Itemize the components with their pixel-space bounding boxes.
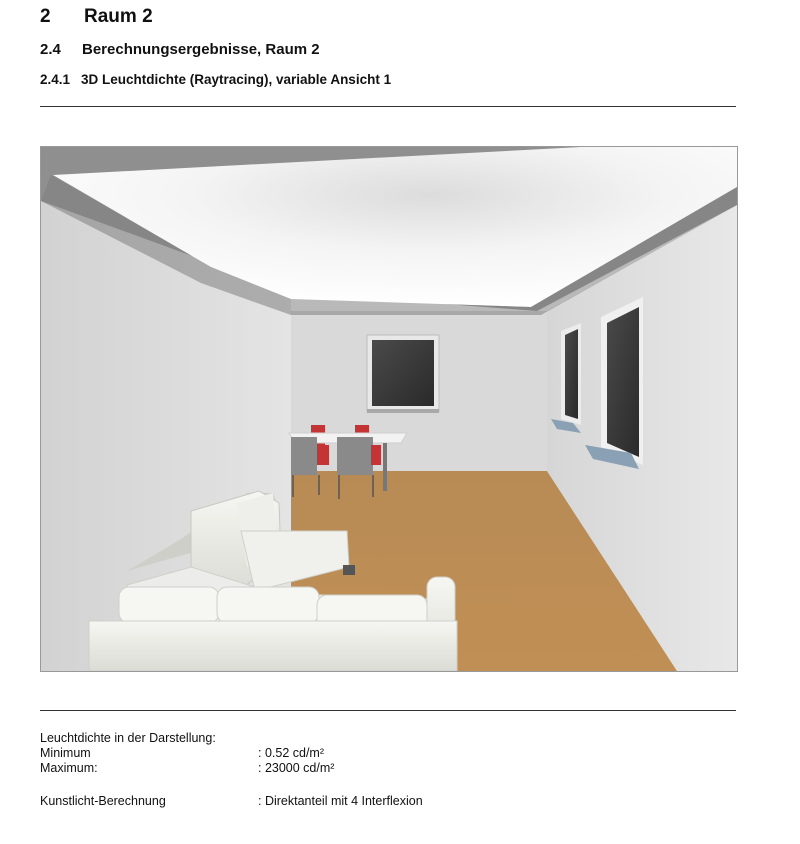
calculation-value: : Direktanteil mit 4 Interflexion (258, 794, 423, 808)
bottom-divider (40, 710, 736, 711)
maximum-label: Maximum: (40, 761, 98, 775)
raytracing-render-image (40, 146, 738, 672)
section-heading (40, 6, 153, 28)
maximum-value: : 23000 cd/m² (258, 761, 335, 775)
subsubsection-number: 2.4.1 (40, 72, 71, 87)
top-divider (40, 106, 736, 107)
minimum-label: Minimum (40, 746, 91, 760)
subsection-title: Berechnungsergebnisse, Raum 2 (82, 41, 320, 58)
section-title: Raum 2 (84, 6, 153, 27)
subsection-heading (40, 41, 320, 58)
luminance-caption: Leuchtdichte in der Darstellung: (40, 731, 216, 745)
calculation-label: Kunstlicht-Berechnung (40, 794, 166, 808)
subsection-number: 2.4 (40, 41, 61, 58)
subsubsection-title: 3D Leuchtdichte (Raytracing), variable Ansicht 1 (81, 72, 392, 87)
minimum-value: : 0.52 cd/m² (258, 746, 324, 760)
subsubsection-heading (40, 72, 391, 87)
section-number: 2 (40, 6, 51, 27)
